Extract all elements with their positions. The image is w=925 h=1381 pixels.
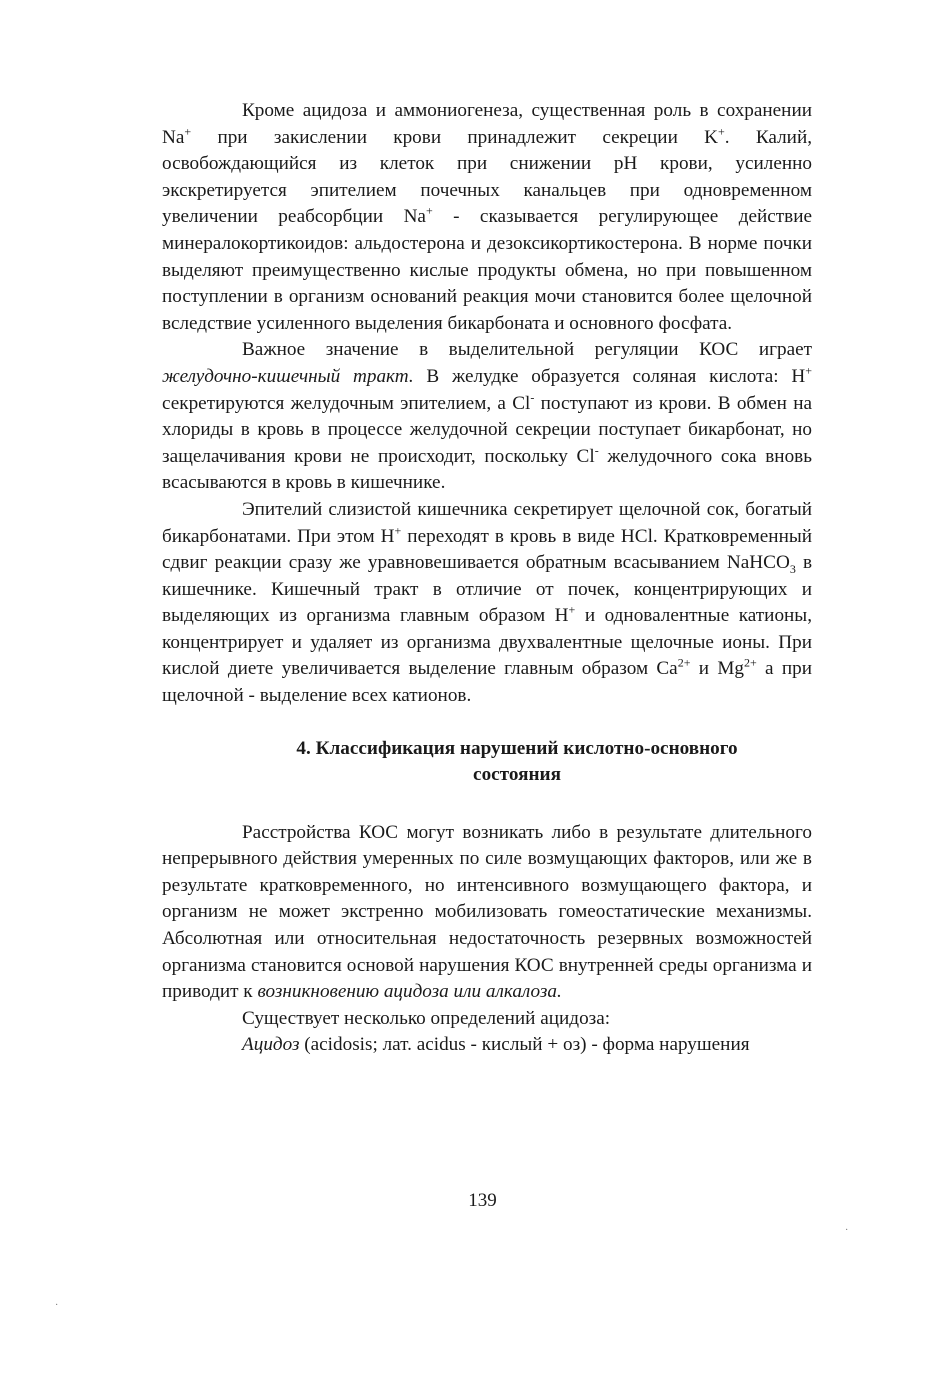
text-run: в кишечнике. Кишечный тракт в отличие от почек, концентрирующих и выделяющих из организма главным образом H [162,552,813,627]
paragraph [162,337,812,497]
section-heading-line-2: состояния [473,763,561,785]
subscript: 3 [789,561,796,576]
superscript: 2+ [677,656,691,671]
text-run: Важное значение в выделительной регуляции КОС играет [242,339,812,361]
text-run: Существует несколько определений ацидоза: [242,1007,611,1029]
text-run: Расстройства КОС могут возникать либо в результате длительного непрерывного действия умеренных по силе возмущающих факторов, или же в результате кратковременного, но интенсивного возмущающего фактора, и организм не может экстренно мобилизовать гомеостатические механизмы. Абсолютная или относительная недостаточность резервных возможностей организма становится основой нарушения КОС внутренней среды организма и приводит к [162,821,812,1003]
italic-text: возникновению ацидоза или алкалоза. [257,981,562,1003]
page-body [162,98,812,1059]
text-run: (acidosis; лат. acidus - кислый + оз) - форма нарушения [299,1034,750,1056]
paragraph [162,98,812,337]
paragraph [162,1006,812,1033]
heading-spacer [162,788,812,820]
text-run: желудочного сока вновь всасываются в кровь в кишечнике. [162,445,812,494]
superscript: + [394,523,402,538]
superscript: + [568,602,576,617]
paragraphs-after-heading [162,820,812,1059]
text-run: Кроме ацидоза и аммониогенеза, существенная роль в сохранении Na [162,100,812,148]
italic-text: Ацидоз [242,1034,300,1056]
text-run: секретируются желудочным эпителием, а Cl [162,392,531,414]
text-run: - сказывается регулирующее действие минералокортикоидов: альдостерона и дезоксикортикостерона. В норме почки выделяют преимущественно кислые продукты обмена, но при повышенном поступлении в организм оснований реакция мочи становится более щелочной вследствие усиленного выделения бикарбоната и основного фосфата. [162,206,813,334]
text-run: . Калий, освобождающийся из клеток при снижении pH крови, усиленно экскретируется эпителием почечных канальцев при одновременном увеличении реабсорбции Na [162,126,813,228]
text-run: и Mg [690,658,744,680]
text-run: переходят в кровь в виде HCl. Кратковременный сдвиг реакции сразу же уравновешивается обратным всасыванием NaHCO [162,525,812,574]
superscript: + [425,203,433,218]
paragraph [162,820,812,1006]
scan-speck: · [55,1300,59,1311]
italic-text: желудочно-кишечный тракт. [162,365,414,387]
section-heading-line-1: 4. Классификация нарушений кислотно-основного [296,737,738,759]
page-number: 139 [468,1190,497,1211]
text-run: а при щелочной - выделение всех катионов. [162,658,812,707]
superscript: - [594,443,599,458]
superscript: + [184,124,192,139]
paragraph [162,497,812,710]
section-heading [162,736,812,788]
text-run: В желудке образуется соляная кислота: H [413,365,806,387]
superscript: + [718,124,725,139]
paragraph [162,1032,812,1059]
text-run: Эпителий слизистой кишечника секретирует щелочной сок, богатый бикарбонатами. При этом H [162,498,812,547]
text-run: и одновалентные катионы, концентрирует и удаляет из организма двухвалентные щелочные ионы. При кислой диете увеличивается выделение главным образом Ca [162,605,812,680]
scan-speck: · [845,1225,849,1236]
superscript: - [530,390,535,405]
text-run: при закислении крови принадлежит секреции K [191,126,718,148]
superscript: 2+ [743,656,757,671]
superscript: + [805,363,812,378]
paragraphs-before-heading [162,98,812,710]
text-run: поступают из крови. В обмен на хлориды в кровь в процессе желудочной секреции поступает бикарбонат, но защелачивания крови не происходит, поскольку Cl [162,392,812,467]
